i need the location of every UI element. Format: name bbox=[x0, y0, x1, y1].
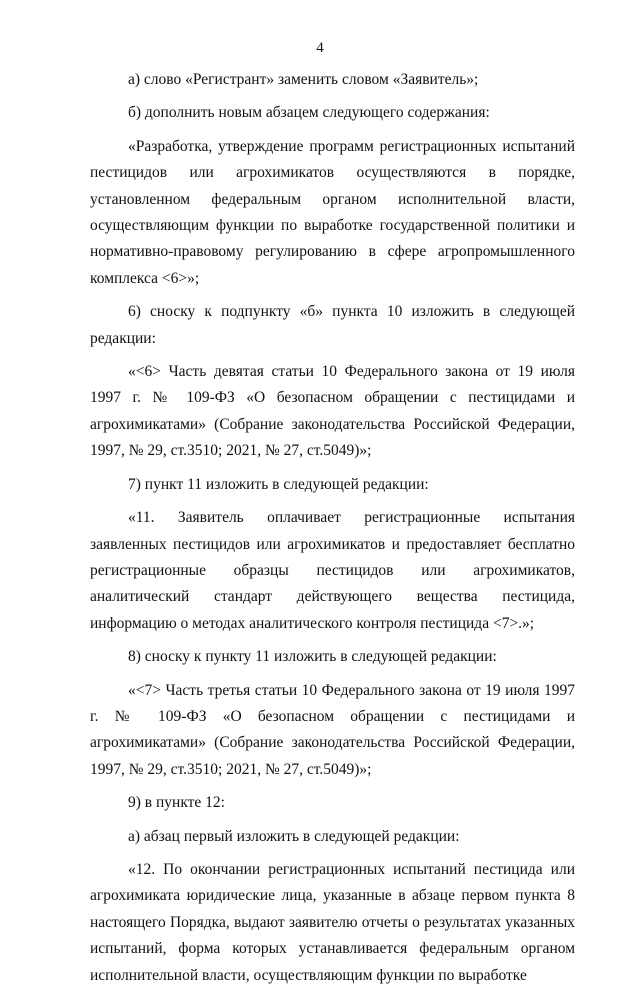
paragraph-6-footnote-instruction: 6) сноску к подпункту «б» пункта 10 изложить в следующей редакции: bbox=[90, 303, 575, 347]
paragraph-a-registrant: а) слово «Регистрант» заменить словом «Заявитель»; bbox=[128, 71, 479, 88]
paragraph-point-12-text: «12. По окончании регистрационных испытаний пестицида или агрохимиката юридические лица, указанные в абзаце первом пункта 8 настоящего Порядка, выдают заявителю отчеты о результатах указанных испытаний, форма которых устанавливается федеральным органом исполнительной власти, осуществляющим функции по выработке bbox=[90, 860, 575, 984]
paragraph-9-point-12: 9) в пункте 12: bbox=[128, 794, 225, 812]
page-number: 4 bbox=[316, 40, 324, 56]
paragraph-point-11-text: «11. Заявитель оплачивает регистрационные испытания заявленных пестицидов или агрохимикатов и предоставляет бесплатно регистрационные образцы пестицидов или агрохимикатов, аналитический стандарт действующего вещества пестицида, информацию о методах аналитического контроля пестицида <7>.»; bbox=[90, 509, 575, 632]
paragraph-8-footnote-instruction: 8) сноску к пункту 11 изложить в следующей редакции: bbox=[128, 648, 497, 666]
paragraph-a-first-abzac: а) абзац первый изложить в следующей редакции: bbox=[128, 827, 460, 845]
paragraph-footnote-6: «<6> Часть девятая статьи 10 Федерального закона от 19 июля 1997 г. № 109-ФЗ «О безопасном обращении с пестицидами и агрохимикатами» (Собрание законодательства Российской Федерации, 1997, № 29, ст.3510; 2021, № 27, ст.5049)»; bbox=[90, 363, 575, 460]
document-body bbox=[90, 67, 575, 989]
paragraph-b-add-abzac: б) дополнить новым абзацем следующего содержания: bbox=[128, 104, 490, 122]
paragraph-development-programs: «Разработка, утверждение программ регистрационных испытаний пестицидов или агрохимикатов осуществляются в порядке, установленном федеральным органом исполнительной власти, осуществляющим функции по выработке государственной политики и нормативно-правовому регулированию в сфере агропромышленного комплекса <6>»; bbox=[90, 137, 575, 287]
paragraph-footnote-7: «<7> Часть третья статьи 10 Федерального закона от 19 июля 1997 г. № 109-ФЗ «О безопасном обращении с пестицидами и агрохимикатами» (Собрание законодательства Российской Федерации, 1997, № 29, ст.3510; 2021, № 27, ст.5049)»; bbox=[90, 681, 575, 778]
paragraph-7-point-11: 7) пункт 11 изложить в следующей редакции: bbox=[128, 475, 429, 493]
